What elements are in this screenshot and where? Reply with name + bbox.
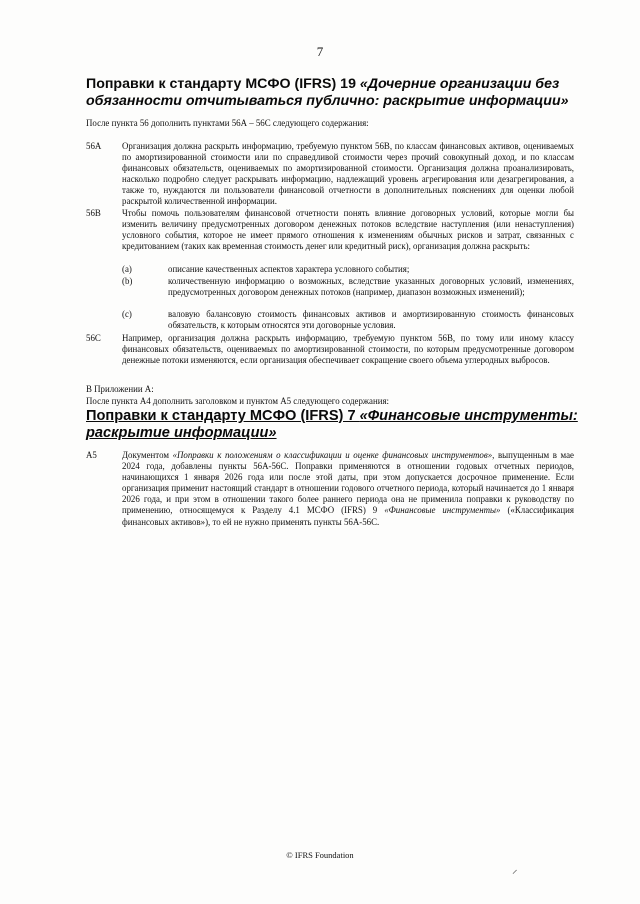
appendix-line-1: В Приложении А: [86,384,154,394]
paragraph-number-56b: 56В [86,208,101,218]
paragraph-56a: Организация должна раскрыть информацию, требуемую пунктом 56В, по классам финансовых активов, оцениваемых по амортизированной стоимости или по справедливой стоимости через прочий совокупный доход, и по классам финансовых обязательств, оцениваемых по амортизированной стоимости. Организация должна проанализировать, насколько подробно следует раскрывать информацию, надлежащий уровень агрегирования или дезагрегирования, а также то, нуждаются ли пользователи финансовой отчетности в дополнительных пояснениях для оценки любой раскрытой количественной информации. [122,141,574,207]
section1-heading [86,76,586,110]
footer-copyright: © IFRS Foundation [286,850,354,860]
a5-italic-standard: «Финансовые инструменты» [384,505,501,516]
section1-intro: После пункта 56 дополнить пунктами 56А – 56С следующего содержания: [86,118,369,128]
corner-mark: ⸝ [512,864,518,876]
paragraph-56b: Чтобы помочь пользователям финансовой отчетности понять влияние договорных условий, которые могли бы изменить величину предусмотренных договором денежных потоков вследствие наступления (или ненаступления) условного события, которое не имеет прямого отношения к изменениям обычных рисков и затрат, связанных с кредитованием (таких как временная стоимость денег или кредитный риск), организация должна раскрыть: [122,208,574,252]
section1-heading-prefix: Поправки к стандарту МСФО (IFRS) 19 [86,76,360,92]
sub-item-label-a: (а) [122,264,132,274]
paragraph-number-a5: А5 [86,450,97,460]
a5-italic-title: «Поправки к положениям о классификации и оценке финансовых инструментов» [172,450,493,460]
appendix-line-2: После пункта А4 дополнить заголовком и пунктом А5 следующего содержания: [86,396,390,406]
a5-body-2: («Классификация финансовых активов»), то ей не нужно применять пункты 56А-56С. [122,505,574,527]
page-number: 7 [316,44,324,59]
sub-item-label-c: (с) [122,309,132,319]
sub-item-c: валовую балансовую стоимость финансовых активов и амортизированную стоимость финансовых обязательств, к которым относятся эти договорные условия. [168,309,574,331]
section2-heading-italic: «Финансовые инструменты: раскрытие информации» [86,408,578,441]
section2-heading-prefix: Поправки к стандарту МСФО (IFRS) 7 [86,408,360,424]
paragraph-number-56c: 56С [86,333,101,343]
sub-item-a: описание качественных аспектов характера условного события; [168,264,410,274]
section2-heading [86,408,586,442]
a5-body-1: , выпущенным в мае 2024 года, добавлены пункты 56А-56С. Поправки применяются в отношении годовых отчетных периодов, начинающихся 1 января 2026 года или после этой даты, при этом допускается досрочное применение. Если организация применит настоящий стандарт в отношении годового отчетного периода, который начинается до 1 января 2026 года, и при этом в отношении такого более раннего периода она не применила поправки к руководству по применению, относящемуся к Разделу 4.1 МСФО (IFRS) 9 [122,450,574,516]
paragraph-number-56a: 56А [86,141,102,151]
paragraph-56c: Например, организация должна раскрыть информацию, требуемую пунктом 56В, по тому или иному классу финансовых обязательств, оцениваемых по амортизированной стоимости, по которым предусмотренные договором денежные потоки изменяются, если организация обеспечивает сокращение своего объема углеродных выбросов. [122,333,574,366]
paragraph-a5 [122,450,574,528]
sub-item-label-b: (b) [122,276,133,286]
a5-lead: Документом [122,450,169,460]
sub-item-b: количественную информацию о возможных, вследствие указанных договорных условий, изменениях, предусмотренных договором денежных потоков (например, диапазон возможных изменений); [168,276,574,298]
section1-heading-italic: «Дочерние организации без обязанности отчитываться публично: раскрытие информации» [86,76,569,109]
